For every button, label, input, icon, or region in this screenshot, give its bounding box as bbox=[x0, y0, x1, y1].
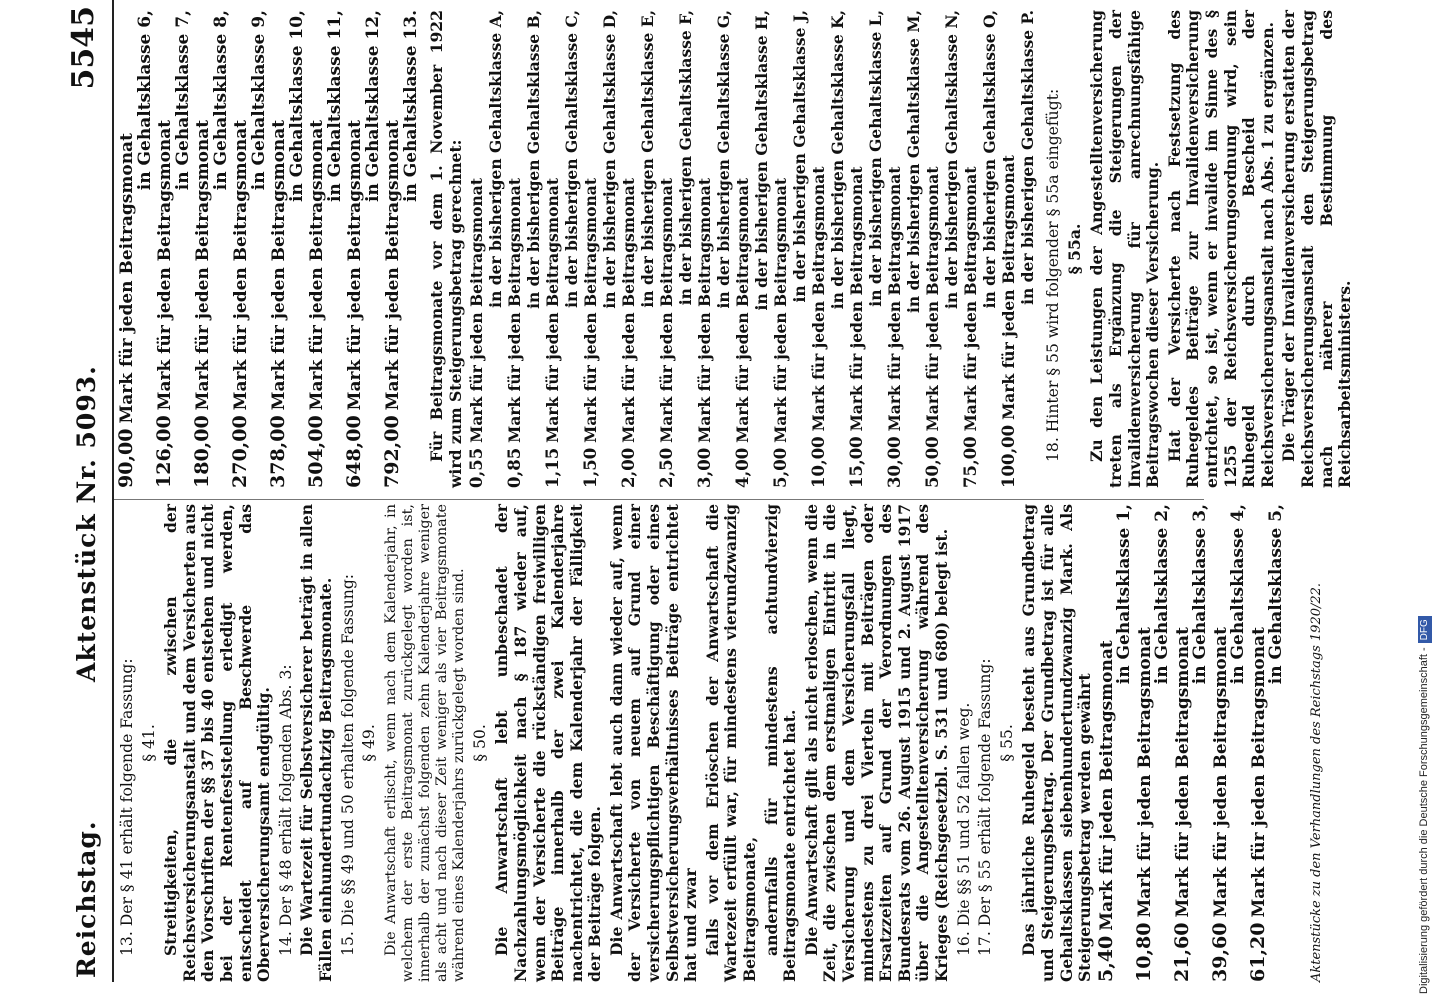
rate-class: in der bisherigen Gehaltsklasse B, bbox=[523, 10, 543, 309]
rate-class: in der bisherigen Gehaltsklasse F, bbox=[675, 10, 695, 306]
rate-text: Mark für jeden Beitragsmonat bbox=[923, 166, 943, 432]
rate-text: Mark für jeden Beitragsmonat bbox=[885, 166, 905, 432]
rate-class: in Gehaltsklasse 8, bbox=[210, 10, 231, 191]
section-50-heading: § 50. bbox=[470, 724, 489, 762]
rate-class: in Gehaltsklasse 6, bbox=[134, 10, 155, 191]
item-18: 18. Hinter § 55 wird folgender § 55a eingefügt: bbox=[1044, 88, 1063, 462]
rate-amount: 21,60 bbox=[1170, 922, 1193, 982]
section-41-text: Streitigkeiten, die zwischen der Reichsversicherungsanstalt und dem Versicherten aus den Vorschriften der §§ 37 bis 40 entstehen und nicht bei der Rentenfeststellung erledigt werden, entscheidet auf Beschwerde das Oberversicherungsamt endgültig. bbox=[161, 504, 274, 982]
item-13: 13. Der § 41 erhält folgende Fassung: bbox=[118, 658, 136, 956]
rate-row bbox=[343, 10, 383, 488]
rate-amount: 5,00 bbox=[771, 447, 791, 488]
rate-text: Mark für jeden Beitragsmonat bbox=[733, 178, 753, 443]
rate-text: Mark für jeden Beitragsmonat bbox=[307, 119, 327, 411]
old-rate-row bbox=[620, 10, 656, 488]
rate-row bbox=[1246, 504, 1287, 982]
section-50-para-c: falls vor dem Erlöschen der Anwartschaft die Wartezeit erfüllt war, für mindestens vierundzwanzig Beitragsmonate, bbox=[702, 504, 760, 982]
section-55a-para-2: Hat der Versicherte nach Festsetzung des Ruhegeldes Beiträge zur Invalidenversicherung entrichtet, so ist, wenn er invalide im Sinne des § 1255 der Reichsversicherungsordnung wird, sein Ruhegeld durch Bescheid der Reichsversicherungsanstalt nach Abs. 1 zu ergänzen. bbox=[1164, 10, 1277, 488]
rate-row bbox=[381, 10, 421, 488]
rate-amount: 0,55 bbox=[467, 447, 487, 488]
rate-amount: 15,00 bbox=[847, 436, 867, 488]
rate-row bbox=[229, 10, 269, 488]
old-rate-row bbox=[886, 10, 922, 488]
rate-class: in der bisherigen Gehaltsklasse O, bbox=[979, 10, 999, 309]
rate-text: Mark für jeden Beitragsmonat bbox=[1248, 627, 1269, 918]
rate-amount: 180,00 bbox=[191, 415, 213, 488]
rate-amount: 90,00 bbox=[115, 428, 137, 488]
rate-text: Mark für jeden Beitragsmonat bbox=[231, 119, 251, 411]
rate-class: in Gehaltsklasse 4, bbox=[1228, 504, 1249, 685]
rate-class: in der bisherigen Gehaltsklasse C, bbox=[561, 10, 581, 308]
old-rate-row bbox=[696, 10, 732, 488]
old-rate-row bbox=[962, 10, 998, 488]
section-49-heading: § 49. bbox=[360, 724, 379, 762]
old-rate-row bbox=[506, 10, 542, 488]
rate-text: Mark für jeden Beitragsmonat bbox=[581, 178, 601, 443]
section-41-heading: § 41. bbox=[139, 724, 158, 762]
rate-text: Mark für jeden Beitragsmonat bbox=[383, 119, 403, 411]
rate-amount: 39,60 bbox=[1208, 922, 1231, 982]
column-divider bbox=[114, 499, 1204, 500]
rate-list-1-5 bbox=[1094, 504, 1287, 982]
rate-class: in der bisherigen Gehaltsklasse K, bbox=[827, 10, 847, 310]
section-55-heading: § 55. bbox=[997, 724, 1016, 762]
rate-row bbox=[1132, 504, 1173, 982]
rate-amount: 270,00 bbox=[229, 415, 251, 488]
old-rate-row bbox=[772, 10, 808, 488]
rate-class: in der bisherigen Gehaltsklasse H, bbox=[751, 10, 771, 311]
rate-text: Mark für jeden Beitragsmonat bbox=[809, 166, 829, 432]
rotated-document-page bbox=[60, 0, 1355, 1000]
header-aktenstueck: Aktenstück Nr. 5093. bbox=[72, 365, 101, 682]
rate-class: in der bisherigen Gehaltsklasse M, bbox=[903, 10, 923, 313]
old-rate-row bbox=[848, 10, 884, 488]
old-rate-row bbox=[658, 10, 694, 488]
old-rate-list bbox=[468, 10, 1036, 488]
rate-text: Mark für jeden Beitragsmonat bbox=[1134, 627, 1155, 918]
rate-row bbox=[1170, 504, 1211, 982]
rate-text: Mark für jeden Beitragsmonat bbox=[345, 119, 365, 411]
ribbon-credit: Digitalisierung gefördert durch die Deutsche Forschungsgemeinschaft - bbox=[1418, 647, 1430, 994]
rate-text: Mark für jeden Beitragsmonat bbox=[771, 178, 791, 443]
rate-text: Mark für jeden Beitragsmonat bbox=[961, 166, 981, 432]
rate-text: Mark für jeden Beitragsmonat bbox=[193, 119, 213, 411]
rate-class: in Gehaltsklasse 1, bbox=[1114, 504, 1135, 685]
section-50-para-a: Die Anwartschaft lebt unbeschadet der Nachzahlungsmöglichkeit nach § 187 wieder auf, wenn der Versicherte die rückständigen freiwilligen Beiträge innerhalb der zwei Kalenderjahre nachentrichtet, die dem Kalenderjahr der Fälligkeit der Beiträge folgen. bbox=[492, 504, 605, 982]
rate-amount: 504,00 bbox=[305, 415, 327, 488]
rate-amount: 75,00 bbox=[961, 436, 981, 488]
rate-class: in der bisherigen Gehaltsklasse E, bbox=[637, 10, 657, 308]
rate-class: in der bisherigen Gehaltsklasse G, bbox=[713, 10, 733, 309]
section-48-text: Die Wartezeit für Selbstversicherer beträgt in allen Fällen einhundertundachtzig Beitragsmonate. bbox=[297, 504, 335, 982]
rate-class: in Gehaltsklasse 3, bbox=[1190, 504, 1211, 685]
section-50-para-e: Die Anwartschaft gilt als nicht erloschen, wenn die Zeit, die zwischen dem erstmaligen Eintritt in die Versicherung und dem Versicherungsfall liegt, mindestens zu drei Vierteln mit Beiträgen oder Ersatzzeiten auf Grund der Verordnungen des Bundesrats vom 26. August 1915 und 2. August 1917 über die Angestelltenversicherung während des Krieges (Reichsgesetzbl. S. 531 und 680) belegt ist. bbox=[801, 504, 951, 982]
rate-amount: 648,00 bbox=[343, 415, 365, 488]
old-rate-row bbox=[468, 10, 504, 488]
rate-row bbox=[267, 10, 307, 488]
old-rate-row bbox=[810, 10, 846, 488]
rate-text: Mark für jeden Beitragsmonat bbox=[155, 119, 175, 411]
rate-row bbox=[153, 10, 193, 488]
rate-amount: 10,00 bbox=[809, 436, 829, 488]
section-55a-heading: § 55a. bbox=[1064, 223, 1084, 275]
rate-amount: 5,40 bbox=[1094, 935, 1117, 982]
rate-class: in Gehaltsklasse 10, bbox=[286, 10, 307, 203]
old-rate-row bbox=[582, 10, 618, 488]
item-17: 17. Der § 55 erhält folgende Fassung: bbox=[976, 658, 995, 956]
old-rate-row bbox=[924, 10, 960, 488]
rate-text: Mark für jeden Beitragsmonat bbox=[847, 166, 867, 432]
rate-text: Mark für jeden Beitragsmonat bbox=[1172, 627, 1193, 918]
rate-amount: 3,00 bbox=[695, 447, 715, 488]
rate-amount: 1,15 bbox=[543, 447, 563, 488]
rate-class: in der bisherigen Gehaltsklasse A, bbox=[485, 10, 505, 308]
page-header bbox=[66, 0, 114, 982]
rate-class: in Gehaltsklasse 7, bbox=[172, 10, 193, 191]
rate-row bbox=[191, 10, 231, 488]
rate-text: Mark für jeden Beitragsmonat bbox=[999, 155, 1019, 420]
old-rates-intro: Für Beitragsmonate vor dem 1. November 1922 wird zum Steigerungsbetrag gerechnet: bbox=[427, 10, 465, 488]
rate-class: in der bisherigen Gehaltsklasse P. bbox=[1017, 10, 1037, 305]
left-column bbox=[118, 504, 1288, 982]
rate-class: in Gehaltsklasse 5, bbox=[1266, 504, 1287, 685]
rate-row bbox=[115, 10, 155, 488]
section-49-text: Die Anwartschaft erlischt, wenn nach dem Kalenderjahr, in welchem der erste Beitragsmonat zurückgelegt worden ist, innerhalb der zunächst folgenden zehn Kalenderjahre weniger als acht und nach dieser Zeit weniger als vier Beitragsmonate während eines Kalenderjahrs zurückgelegt worden sind. bbox=[382, 504, 467, 982]
rate-amount: 10,80 bbox=[1132, 922, 1155, 982]
rate-class: in Gehaltsklasse 2, bbox=[1152, 504, 1173, 685]
rate-text: Mark für jeden Beitragsmonat bbox=[543, 178, 563, 443]
rate-amount: 2,50 bbox=[657, 447, 677, 488]
old-rate-row bbox=[1000, 10, 1036, 488]
rate-class: in der bisherigen Gehaltsklasse J, bbox=[789, 10, 809, 303]
rate-text: Mark für jeden Beitragsmonat bbox=[695, 178, 715, 443]
header-reichstag: Reichstag. bbox=[72, 820, 101, 978]
rate-text: Mark für jeden Beitragsmonat bbox=[1096, 640, 1117, 931]
rate-class: in Gehaltsklasse 9, bbox=[248, 10, 269, 191]
rate-text: Mark für jeden Beitragsmonat bbox=[657, 178, 677, 443]
page-number: 5545 bbox=[66, 6, 101, 90]
rate-amount: 1,50 bbox=[581, 447, 601, 488]
section-50-para-b: Die Anwartschaft lebt auch dann wieder auf, wenn der Versicherte von neuem auf Grund einer versicherungspflichtigen Beschäftigung oder eines Selbstversicherungsverhältnisses Beiträge entrichtet hat und zwar bbox=[606, 504, 701, 982]
rate-amount: 4,00 bbox=[733, 447, 753, 488]
rate-text: Mark für jeden Beitragsmonat bbox=[117, 133, 137, 424]
rate-text: Mark für jeden Beitragsmonat bbox=[505, 178, 525, 443]
rate-amount: 792,00 bbox=[381, 415, 403, 488]
rate-list-6-13 bbox=[115, 10, 421, 488]
dfg-logo: DFG bbox=[1418, 616, 1432, 643]
right-column bbox=[115, 10, 1358, 488]
rate-amount: 30,00 bbox=[885, 436, 905, 488]
digitization-ribbon bbox=[1415, 6, 1433, 994]
rate-amount: 378,00 bbox=[267, 415, 289, 488]
item-16: 16. Die §§ 51 und 52 fallen weg. bbox=[954, 702, 973, 956]
section-55a-para-3: Die Träger der Invalidenversicherung erstatten der Reichsversicherungsanstalt den Steigerungsbetrag nach näherer Bestimmung des Reichsarbeitsministers. bbox=[1279, 10, 1355, 488]
section-55-text: Das jährliche Ruhegeld besteht aus Grundbetrag und Steigerungsbetrag. Der Grundbetrag ist für alle Gehaltsklassen siebenhundertundzwanzig Mark. Als Steigerungsbetrag werden gewährt bbox=[1019, 504, 1095, 982]
rate-class: in der bisherigen Gehaltsklasse N, bbox=[941, 10, 961, 309]
rate-class: in Gehaltsklasse 13. bbox=[400, 10, 421, 203]
rate-text: Mark für jeden Beitragsmonat bbox=[1210, 627, 1231, 918]
rate-row bbox=[305, 10, 345, 488]
rate-text: Mark für jeden Beitragsmonat bbox=[269, 119, 289, 411]
rate-text: Mark für jeden Beitragsmonat bbox=[619, 178, 639, 443]
rate-class: in Gehaltsklasse 12, bbox=[362, 10, 383, 203]
rate-amount: 0,85 bbox=[505, 447, 525, 488]
rate-amount: 50,00 bbox=[923, 436, 943, 488]
rate-amount: 2,00 bbox=[619, 447, 639, 488]
rate-amount: 100,00 bbox=[999, 424, 1019, 488]
rate-amount: 126,00 bbox=[153, 415, 175, 488]
rate-amount: 61,20 bbox=[1246, 922, 1269, 982]
section-55a-para-1: Zu den Leistungen der Angestelltenversicherung treten als Ergänzung die Steigerungen der Invalidenversicherung für anrechnungsfähige Beitragswochen dieser Versicherung. bbox=[1087, 10, 1163, 488]
rate-row bbox=[1208, 504, 1249, 982]
rate-class: in der bisherigen Gehaltsklasse L, bbox=[865, 10, 885, 307]
rate-class: in Gehaltsklasse 11, bbox=[324, 10, 345, 203]
item-15: 15. Die §§ 49 und 50 erhalten folgende Fassung: bbox=[338, 573, 357, 956]
footer-source: Aktenstücke zu den Verhandlungen des Reichstags 1920/22. bbox=[1309, 582, 1324, 982]
old-rate-row bbox=[734, 10, 770, 488]
rate-text: Mark für jeden Beitragsmonat bbox=[467, 178, 487, 443]
section-50-para-d: andernfalls für mindestens achtundvierzig Beitragsmonate entrichtet hat. bbox=[761, 504, 800, 982]
ribbon-text-wrap bbox=[1415, 6, 1433, 994]
rate-class: in der bisherigen Gehaltsklasse D, bbox=[599, 10, 619, 309]
old-rate-row bbox=[544, 10, 580, 488]
rate-row bbox=[1094, 504, 1135, 982]
item-14: 14. Der § 48 erhält folgenden Abs. 3: bbox=[276, 664, 295, 956]
